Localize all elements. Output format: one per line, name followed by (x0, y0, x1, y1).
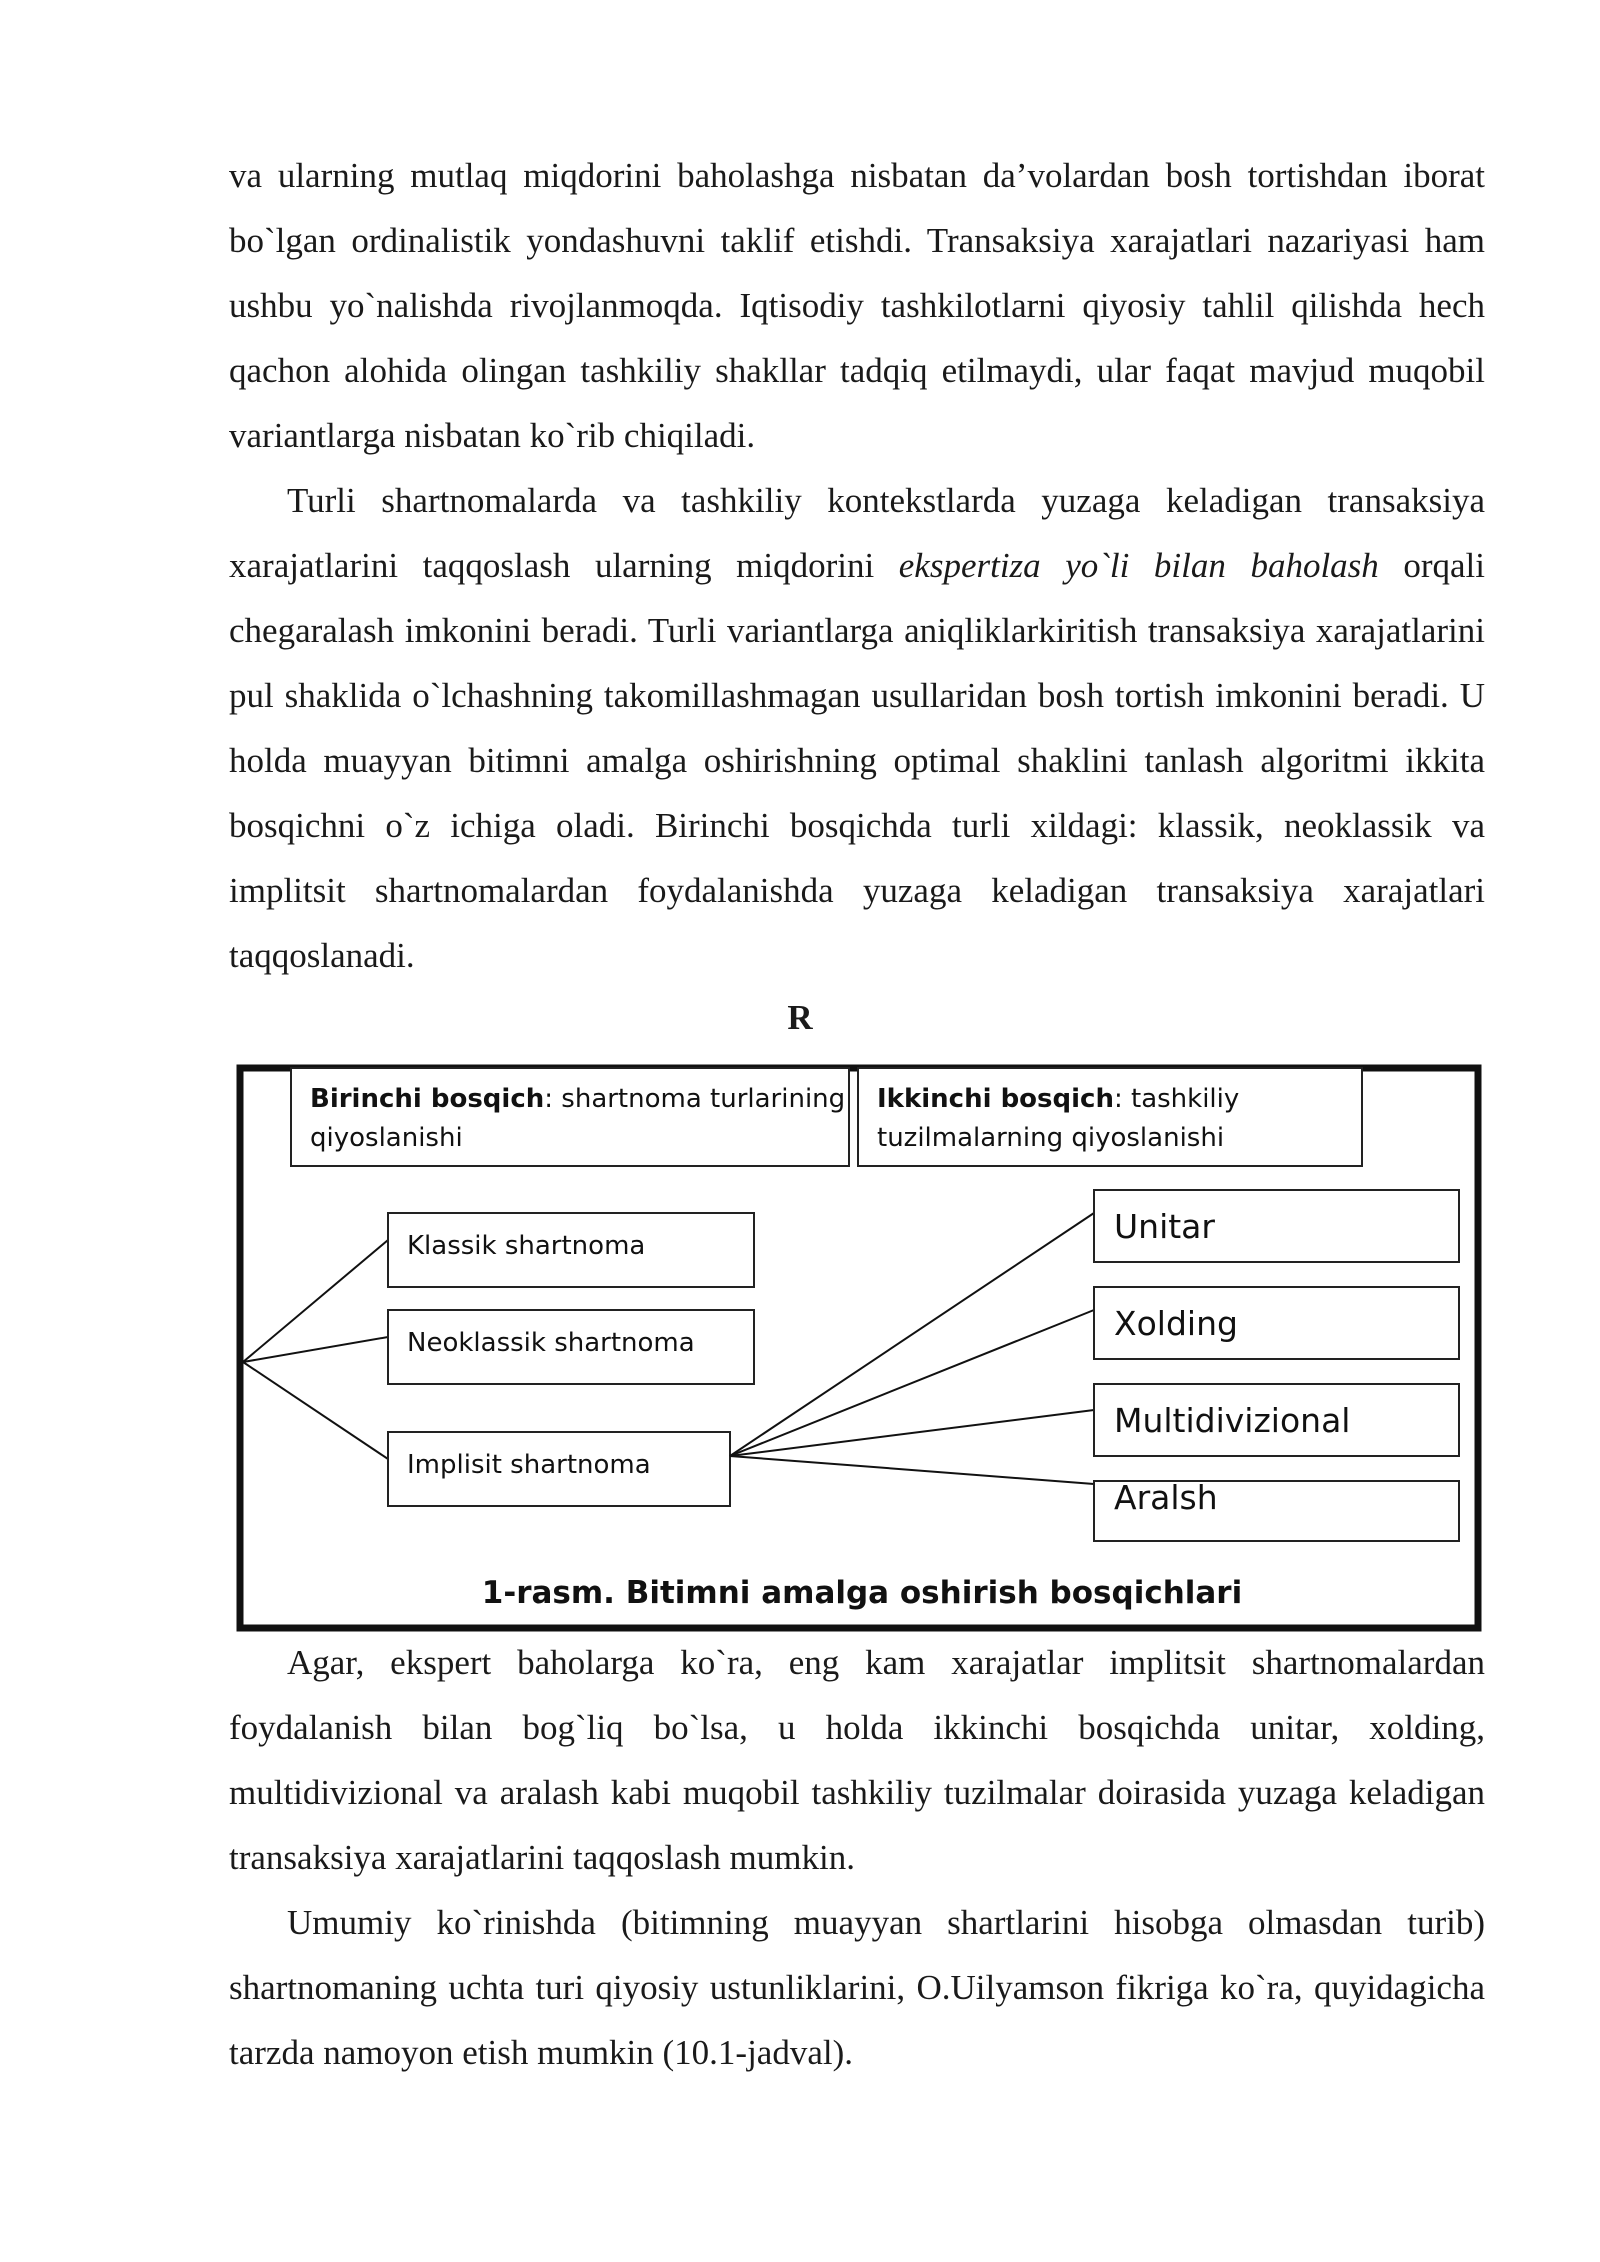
contract-label-neoklassik: Neoklassik shartnoma (407, 1328, 695, 1358)
structure-label-unitar: Unitar (1114, 1207, 1215, 1246)
svg-text:Birinchi bosqich: shartnoma tu (310, 1084, 845, 1114)
connector-line (730, 1213, 1094, 1456)
connector-line (243, 1337, 388, 1362)
figure-caption: 1-rasm. Bitimni amalga oshirish bosqichlari (481, 1575, 1243, 1611)
stage-1-text: : shartnoma turlarining (544, 1084, 846, 1114)
contract-label-implisit: Implisit shartnoma (407, 1450, 651, 1480)
paragraph-2-text-b: orqali chegaralash imkonini beradi. Turli variantlarga aniqliklarkiritish transaksiya xarajatlarini pul shaklida o`lchashning takomillashmagan usullaridan bosh tortish imkonini beradi. U holda muayyan bitimni amalga oshirishning optimal shaklini tanlash algoritmi ikkita bosqichni o`z ichiga oladi. Birinchi bosqichda turli xildagi: klassik, neoklassik va implitsit shartnomalardan foydalanishda yuzaga keladigan transaksiya xarajatlari taqqoslanadi. (229, 546, 1485, 975)
connector-line (730, 1310, 1094, 1456)
stage-2-text-2: tuzilmalarning qiyoslanishi (877, 1123, 1225, 1153)
structure-label-multidivizional: Multidivizional (1114, 1401, 1351, 1440)
contract-label-klassik: Klassik shartnoma (407, 1231, 646, 1261)
stage-2-title: Ikkinchi bosqich (877, 1084, 1114, 1114)
connector-line (243, 1240, 388, 1362)
stage-2-text: : tashkiliy (1113, 1084, 1240, 1114)
paragraph-1: va ularning mutlaq miqdorini baholashga nisbatan da’volardan bosh tortishdan iborat bo`lgan ordinalistik yondashuvni taklif etishdi. Transaksiya xarajatlari nazariyasi ham ushbu yo`nalishda rivojlanmoqda. Iqtisodiy tashkilotlarni qiyosiy tahlil qilishda hech qachon alohida olingan tashkiliy shakllar tadqiq etilmaydi, ular faqat mavjud muqobil variantlarga nisbatan ko`rib chiqiladi. (229, 156, 1485, 455)
paragraph-3: Agar, ekspert baholarga ko`ra, eng kam xarajatlar implitsit shartnomalardan foydalanish bilan bog`liq bo`lsa, u holda ikkinchi bosqichda unitar, xolding, multidivizional va aralash kabi muqobil tashkiliy tuzilmalar doirasida yuzaga keladigan transaksiya xarajatlarini taqqoslash mumkin. (229, 1643, 1485, 1877)
connector-line (730, 1456, 1094, 1484)
connector-line (243, 1362, 388, 1459)
figure-marker: R (787, 998, 813, 1037)
svg-text:Ikkinchi bosqich: tashkiliy (877, 1084, 1239, 1114)
stage-1-title: Birinchi bosqich (310, 1084, 545, 1114)
connector-line (730, 1410, 1094, 1456)
paragraph-2-text-a: Turli shartnomalarda va tashkiliy kontekstlarda yuzaga keladigan transaksiya xarajatlarini taqqoslash ularning miqdorini (229, 481, 1485, 585)
structure-label-aralsh: Aralsh (1114, 1478, 1218, 1517)
paragraph-2-emphasis: ekspertiza yo`li bilan baholash (898, 546, 1379, 585)
paragraph-4: Umumiy ko`rinishda (bitimning muayyan shartlarini hisobga olmasdan turib) shartnomaning uchta turi qiyosiy ustunliklarini, O.Uilyamson fikriga ko`ra, quyidagicha tarzda namoyon etish mumkin (10.1-jadval). (229, 1903, 1485, 2072)
structure-label-xolding: Xolding (1114, 1304, 1238, 1343)
stage-1-text-2: qiyoslanishi (310, 1123, 463, 1153)
